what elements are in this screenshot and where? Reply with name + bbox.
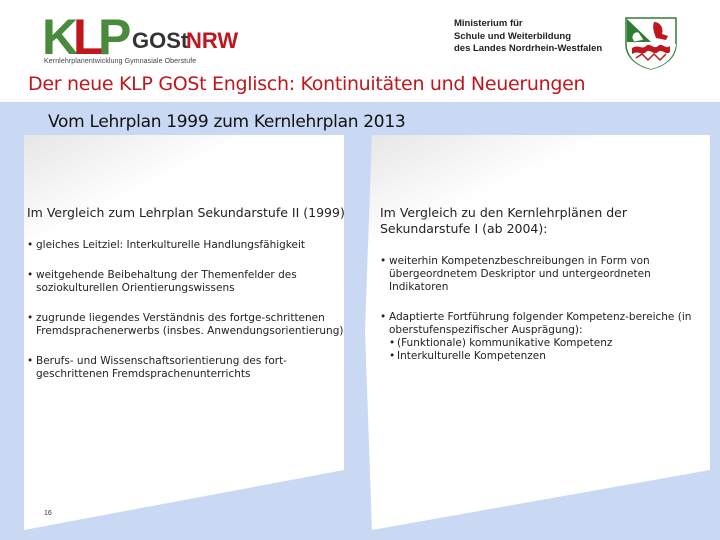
ministry-line: Schule und Weiterbildung <box>454 30 571 42</box>
logo-subtitle: Kernlehrplanentwicklung Gymnasiale Oberstufe <box>44 58 197 65</box>
logo-letter-p: P <box>98 10 132 62</box>
slide-subtitle: Vom Lehrplan 1999 zum Kernlehrplan 2013 <box>48 112 406 132</box>
left-list <box>27 239 345 381</box>
list-item-text: Adaptierte Fortführung folgender Kompetenz-bereiche (in oberstufenspezifischer Ausprägung): <box>389 311 692 336</box>
sub-list-item: • Interkulturelle Kompetenzen <box>389 350 705 363</box>
right-column <box>380 205 705 380</box>
slide-title: Der neue KLP GOSt Englisch: Kontinuitäten und Neuerungen <box>28 73 586 95</box>
left-heading: Im Vergleich zum Lehrplan Sekundarstufe II (1999) <box>27 205 345 220</box>
list-item: • weitgehende Beibehaltung der Themenfelder des soziokulturellen Orientierungswissens <box>27 269 345 295</box>
right-list <box>380 255 705 363</box>
logo-gost: GOSt <box>132 28 189 53</box>
sub-list-item: • (Funktionale) kommunikative Kompetenz <box>389 337 705 350</box>
list-item: • weiterhin Kompetenzbeschreibungen in Form von übergeordnetem Deskriptor und untergeordneten Indikatoren <box>380 255 705 294</box>
logo-letter-k: K <box>42 10 79 62</box>
left-column <box>27 205 345 398</box>
list-item: • zugrunde liegendes Verständnis des fortge-schrittenen Fremdsprachenerwerbs (insbes. Anwendungsorientierung) <box>27 312 345 338</box>
logo-letter-l: L <box>73 10 104 62</box>
ministry-line: des Landes Nordrhein-Westfalen <box>454 43 603 54</box>
page-number: 16 <box>44 510 52 517</box>
list-item <box>380 311 705 363</box>
list-item: • Berufs- und Wissenschaftsorientierung des fort-geschrittenen Fremdsprachenunterrichts <box>27 355 345 381</box>
logo-nrw: NRW <box>186 28 239 53</box>
ministry-line: Ministerium für <box>454 18 523 29</box>
sub-list <box>389 337 705 363</box>
list-item: • gleiches Leitziel: Interkulturelle Handlungsfähigkeit <box>27 239 345 252</box>
right-heading: Im Vergleich zu den Kernlehrplänen der Sekundarstufe I (ab 2004): <box>380 205 628 236</box>
